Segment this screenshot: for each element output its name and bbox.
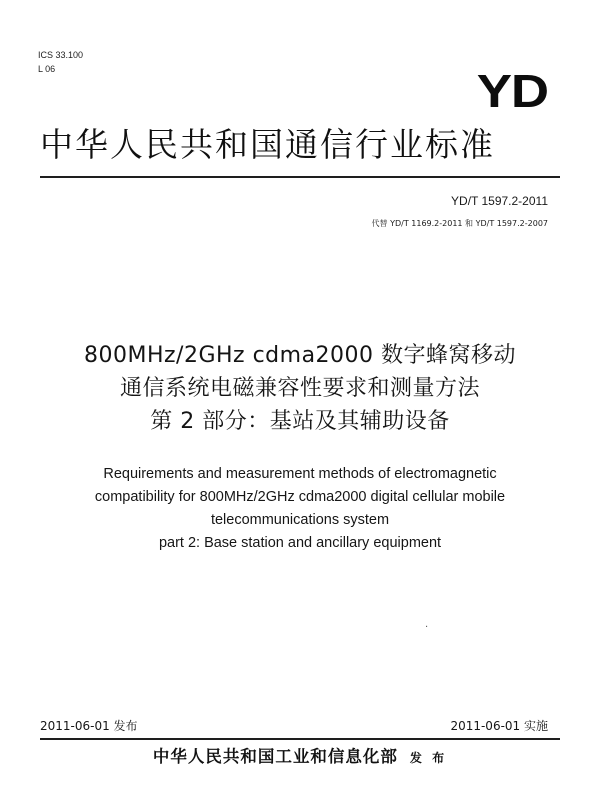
- chinese-title: [0, 339, 600, 438]
- replaces-note: 代替 YD/T 1169.2-2011 和 YD/T 1597.2-2007: [371, 219, 548, 228]
- scan-speck: ·: [425, 622, 429, 633]
- publisher-name: 中华人民共和国工业和信息化部: [152, 747, 398, 766]
- english-title-line: telecommunications system: [210, 512, 390, 528]
- publish-label: 发 布: [409, 751, 448, 765]
- standard-category-title: 中华人民共和国通信行业标准: [40, 125, 495, 164]
- english-title-line: compatibility for 800MHz/2GHz cdma2000 digital cellular mobile: [94, 489, 506, 505]
- publisher: [0, 745, 600, 770]
- chinese-title-line: 800MHz/2GHz cdma2000 数字蜂窝移动: [83, 343, 517, 368]
- issue-date: 2011-06-01 发布: [40, 719, 138, 733]
- english-title-line: Requirements and measurement methods of electromagnetic: [103, 466, 497, 482]
- footer-divider: [40, 738, 560, 740]
- english-title-line: part 2: Base station and ancillary equipment: [158, 535, 442, 551]
- ccs-code: L 06: [38, 64, 56, 74]
- title-divider: [40, 176, 560, 178]
- ics-code: ICS 33.100: [38, 50, 84, 60]
- chinese-title-line: 通信系统电磁兼容性要求和测量方法: [119, 376, 480, 401]
- chinese-title-line: 第 2 部分：基站及其辅助设备: [150, 409, 450, 434]
- english-title: [0, 463, 600, 555]
- implementation-date: 2011-06-01 实施: [450, 719, 548, 733]
- standard-number: YD/T 1597.2-2011: [451, 194, 548, 208]
- yd-logo: YD: [476, 65, 548, 117]
